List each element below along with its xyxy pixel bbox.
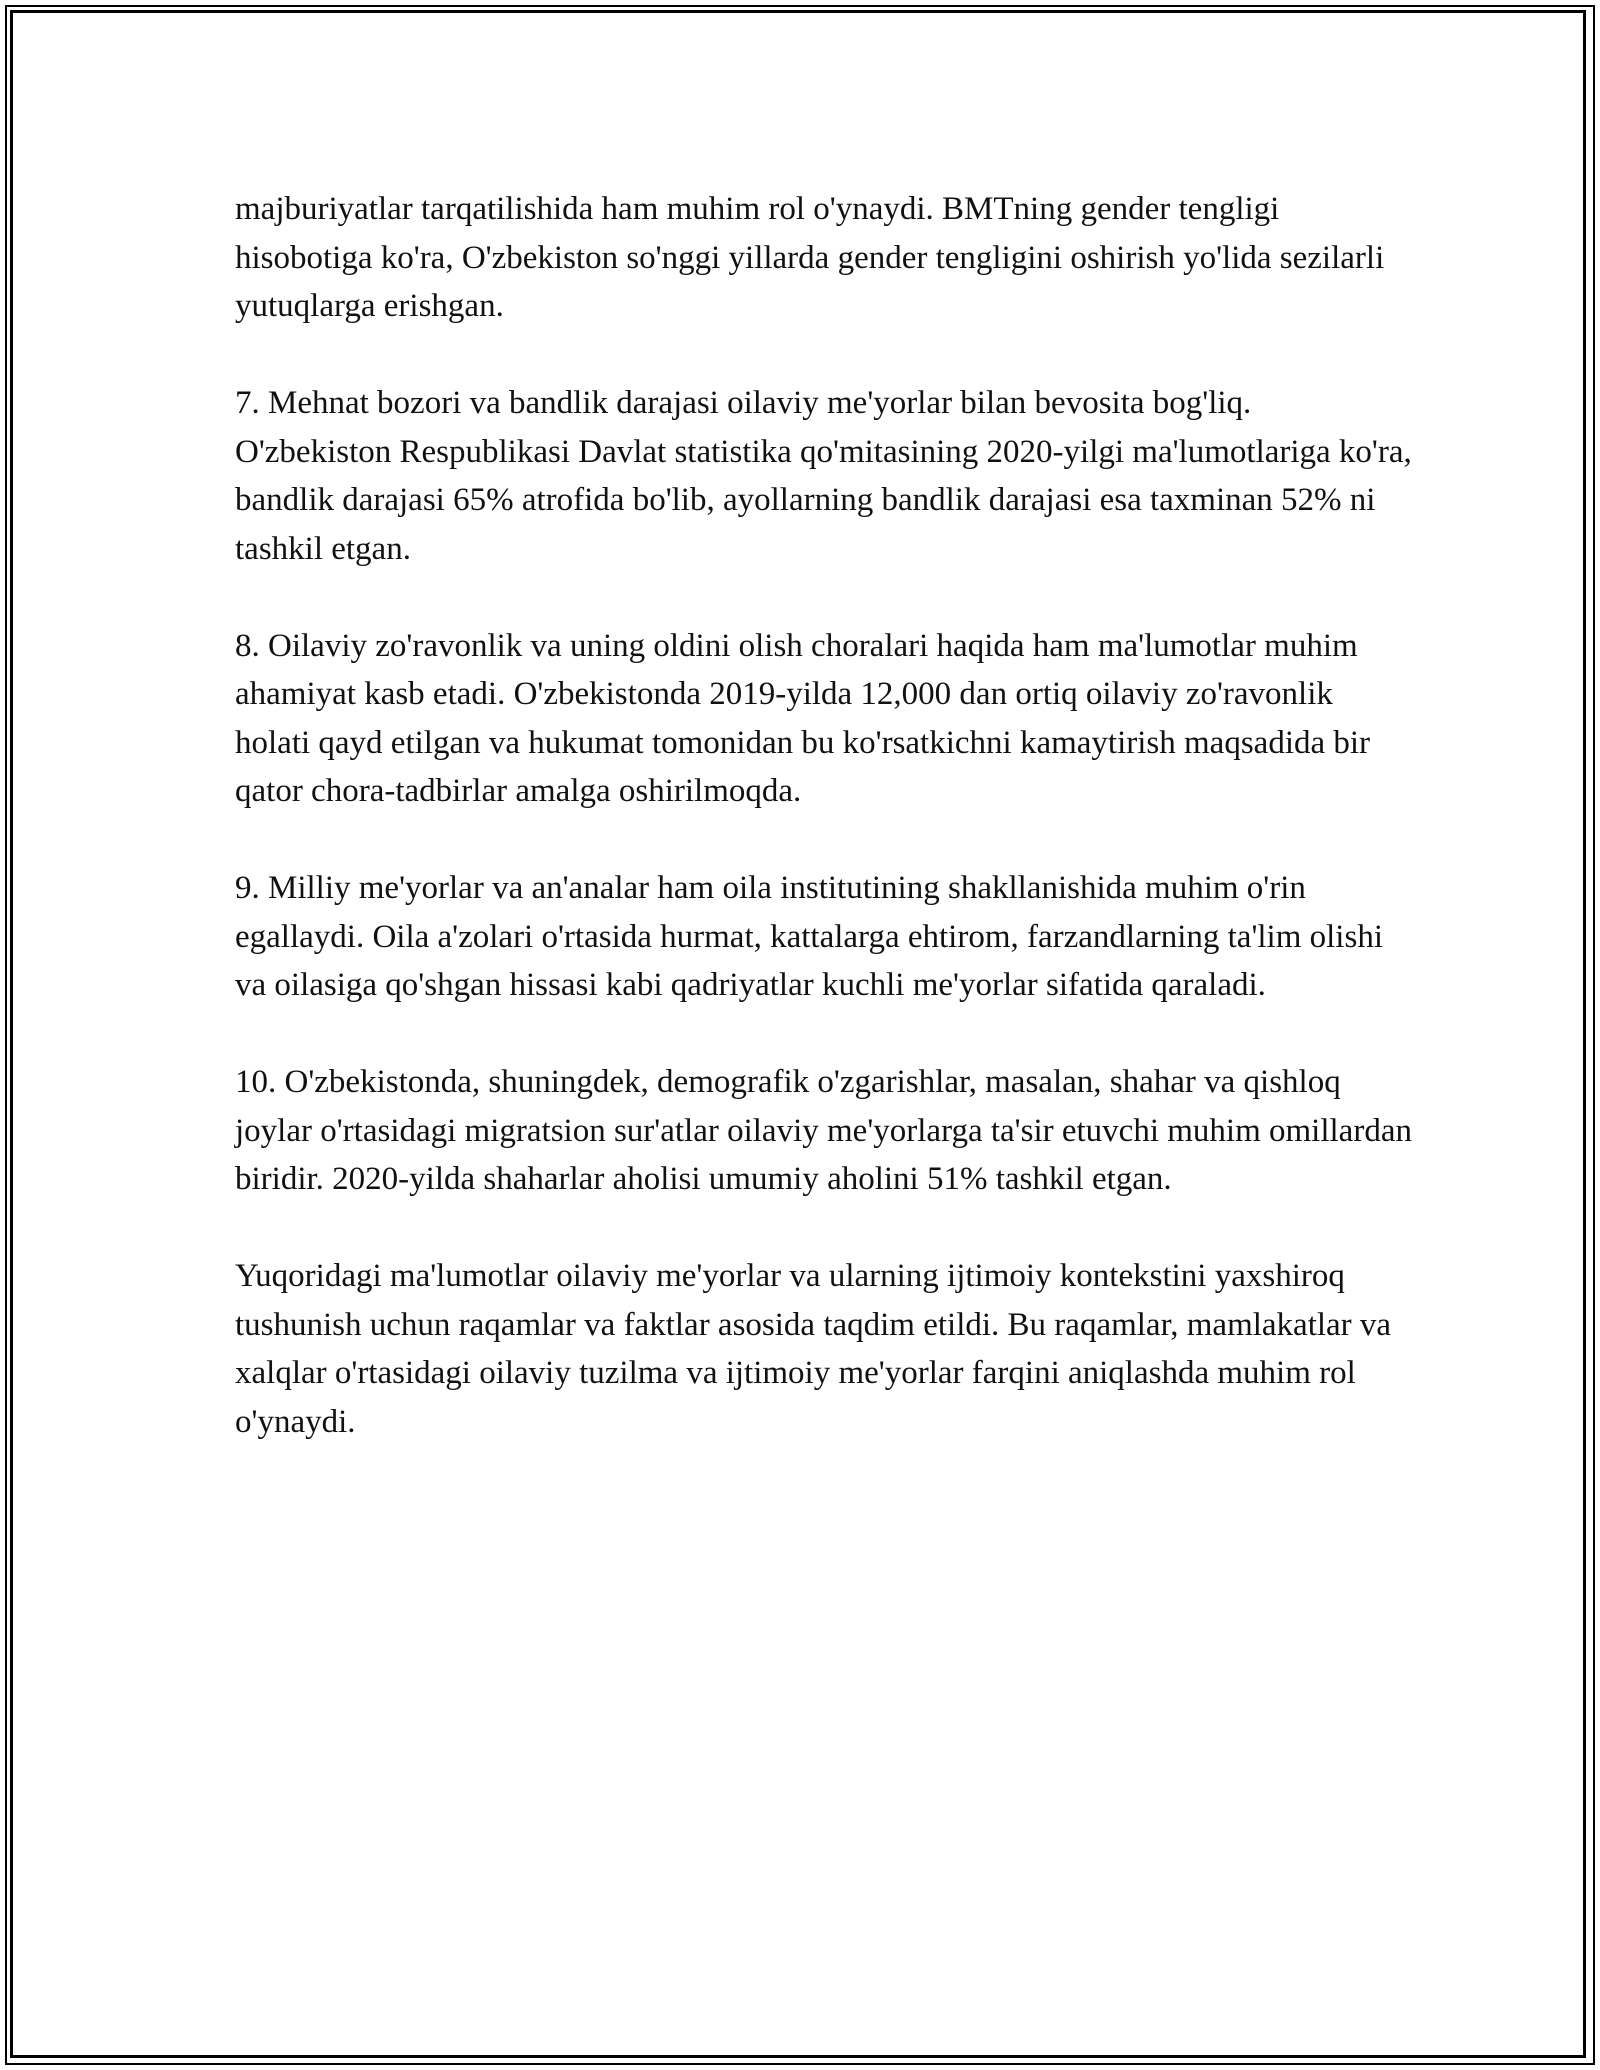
document-body (235, 185, 1415, 1446)
paragraph-item-10: 10. O'zbekistonda, shuningdek, demografik o'zgarishlar, masalan, shahar va qishloq joylar o'rtasidagi migratsion sur'atlar oilaviy me'yorlarga ta'sir etuvchi muhim omillardan biridir. 2020-yilda shaharlar aholisi umumiy aholini 51% tashkil etgan. (235, 1064, 1412, 1197)
paragraph-conclusion: Yuqoridagi ma'lumotlar oilaviy me'yorlar va ularning ijtimoiy kontekstini yaxshiroq tushunish uchun raqamlar va faktlar asosida taqdim etildi. Bu raqamlar, mamlakatlar va xalqlar o'rtasidagi oilaviy tuzilma va ijtimoiy me'yorlar farqini aniqlashda muhim rol o'ynaydi. (235, 1258, 1392, 1440)
paragraph-item-7: 7. Mehnat bozori va bandlik darajasi oilaviy me'yorlar bilan bevosita bog'liq. O'zbekiston Respublikasi Davlat statistika qo'mitasining 2020-yilgi ma'lumotlariga ko'ra, bandlik darajasi 65% atrofida bo'lib, ayollarning bandlik darajasi esa taxminan 52% ni tashkil etgan. (235, 385, 1412, 567)
paragraph-item-8: 8. Oilaviy zo'ravonlik va uning oldini olish choralari haqida ham ma'lumotlar muhim ahamiyat kasb etadi. O'zbekistonda 2019-yilda 12,000 dan ortiq oilaviy zo'ravonlik holati qayd etilgan va hukumat tomonidan bu ko'rsatkichni kamaytirish maqsadida bir qator chora-tadbirlar amalga oshirilmoqda. (235, 627, 1371, 809)
paragraph-item-9: 9. Milliy me'yorlar va an'analar ham oila institutining shakllanishida muhim o'rin egallaydi. Oila a'zolari o'rtasida hurmat, kattalarga ehtirom, farzandlarning ta'lim olishi va oilasiga qo'shgan hissasi kabi qadriyatlar kuchli me'yorlar sifatida qaraladi. (235, 870, 1383, 1003)
paragraph-continuation: majburiyatlar tarqatilishida ham muhim rol o'ynaydi. BMTning gender tengligi hisobotiga ko'ra, O'zbekiston so'nggi yillarda gender tengligini oshirish yo'lida sezilarli yutuqlarga erishgan. (235, 191, 1385, 324)
